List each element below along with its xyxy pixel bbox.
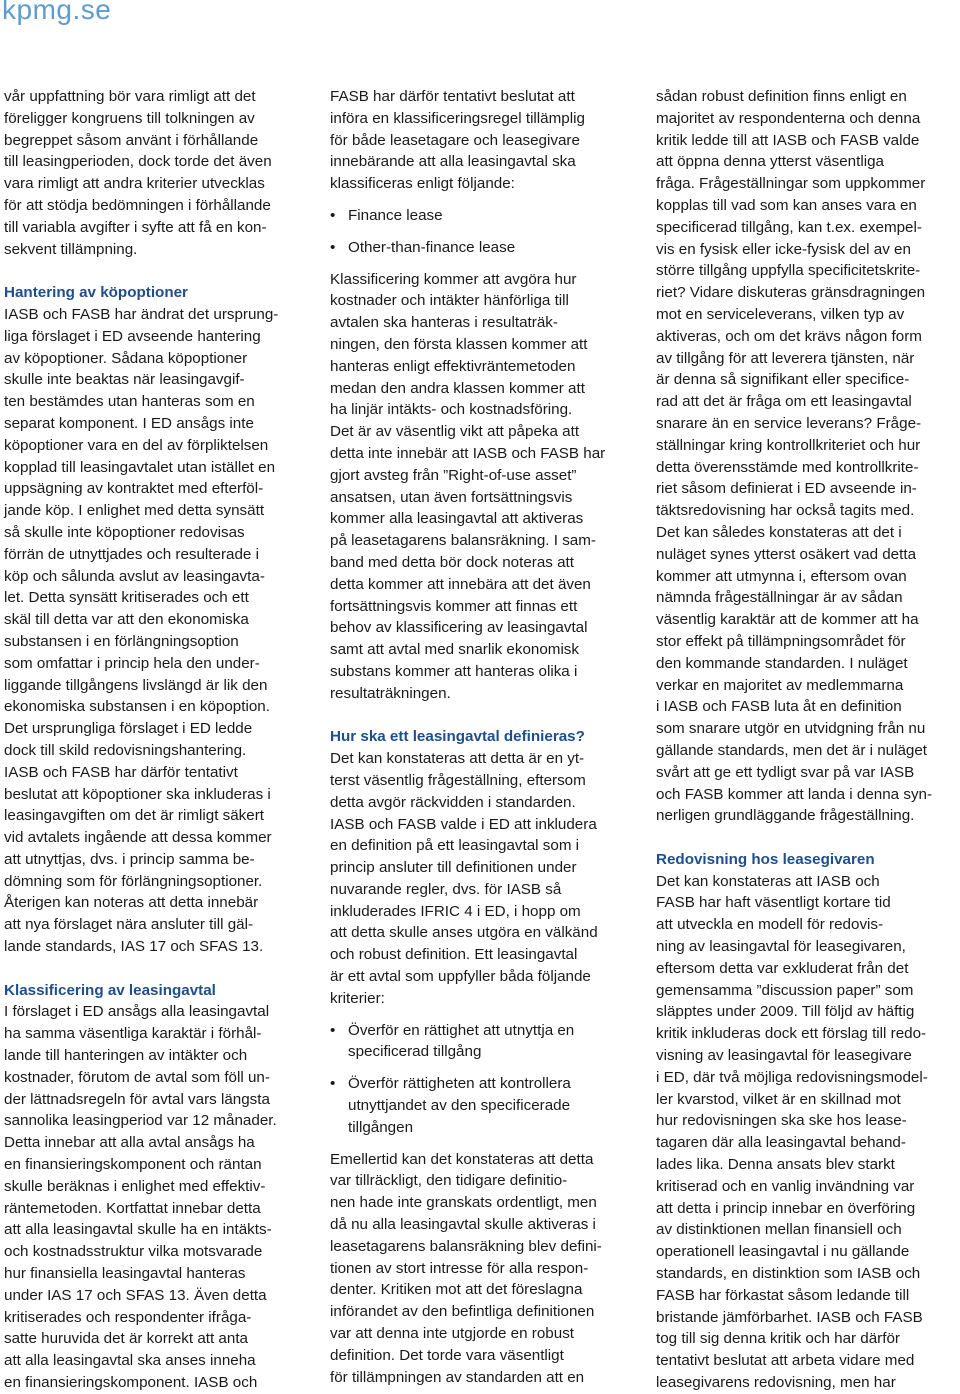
col1-paragraph-3 [4, 1001, 306, 1393]
text-line: FASB har haft väsentligt kortare tid [656, 894, 891, 912]
text-line: att detta i princip innebar en överföring [656, 1199, 916, 1217]
text-line: samt att avtal med snarlik ekonomisk [330, 641, 579, 659]
text-line: ler kvarstod, vilket är en skillnad mot [656, 1090, 901, 1108]
text-line: skulle beräknas i enlighet med effektiv- [4, 1177, 266, 1195]
text-line: nen hade inte granskats ordentligt, men [330, 1194, 597, 1212]
text-line: till variabla avgifter i syfte att få en kon- [4, 218, 267, 236]
text-line: för att stödja bedömningen i förhållande [4, 196, 271, 214]
text-line: let. Detta synsätt kritiserades och ett [4, 589, 249, 607]
text-line: vis en fysisk eller icke-fysisk del av en [656, 240, 911, 258]
col2-paragraph-3 [330, 748, 632, 1010]
criteria-list [330, 1020, 632, 1139]
text-line: bristande jämförbarhet. IASB och FASB [656, 1308, 923, 1326]
text-line: gällande standards, men det är i nuläget [656, 741, 928, 759]
text-line: sådan robust definition finns enligt en [656, 88, 907, 105]
text-line: sannolika leasingperiod var 12 månader. [4, 1112, 277, 1130]
text-line: avtalen ska hanteras i resultaträk- [330, 314, 558, 332]
text-line: princip ansluter till definitionen under [330, 859, 577, 877]
text-line: ning av leasingavtal för leasegivaren, [656, 938, 906, 956]
text-line: vid avtalets ingående att dessa kommer [4, 829, 272, 847]
text-line: ha samma väsentliga karaktär i förhål- [4, 1025, 262, 1043]
text-line: nuläget synes ytterst osäkert vad detta [656, 545, 917, 563]
text-line: IASB och FASB har därför tentativt [4, 763, 238, 781]
text-line: den kommande standarden. I nuläget [656, 654, 908, 672]
text-line: fortsättningsvis kommer att finnas ett [330, 597, 578, 615]
text-line: uppsägning av kontraktet med efterföl- [4, 480, 264, 498]
text-line: skäl till detta var att den ekonomiska [4, 611, 249, 629]
text-line: kritiserades och respondenter ifråga- [4, 1308, 252, 1326]
brand-logo: kpmg.se [2, 0, 112, 25]
text-line: innebärande att alla leasingavtal ska [330, 153, 576, 171]
text-line: separat komponent. I ED ansågs inte [4, 414, 254, 432]
text-line: nuvarande regler, dvs. för IASB så [330, 880, 562, 898]
text-line: svårt att ge ett tydligt svar på var IASB [656, 763, 915, 781]
text-line: en definition på ett leasingavtal som i [330, 837, 580, 855]
text-line: mot en serviceleverans, vilken typ av [656, 305, 905, 323]
text-line: hanteras enligt effektivräntemetoden [330, 357, 576, 375]
text-line: ten bestämdes utan hanteras som en [4, 393, 255, 411]
col2-paragraph-1 [330, 86, 632, 195]
text-line: visning av leasingavtal för leasegivare [656, 1047, 912, 1065]
text-line: kommer att utmynna i, eftersom ovan [656, 567, 907, 585]
text-line: som snarare utgör en utvidgning från nu [656, 720, 926, 738]
text-line: att utveckla en modell för redovis- [656, 916, 884, 934]
text-line: liga förslaget i ED avseende hantering [4, 327, 261, 345]
text-line: en finansieringskomponent och räntan [4, 1156, 262, 1174]
text-line: ningen, den första klassen kommer att [330, 335, 588, 353]
text-line: på leasetagarens balansräkning. I sam- [330, 532, 596, 550]
text-line: Återigen kan noteras att detta innebär [4, 894, 259, 912]
text-line: för tillämpningen av standarden att en [330, 1368, 585, 1386]
text-line: dock till skild redovisningshantering. [4, 741, 247, 759]
text-line: substansen i en förlängningsoption [4, 632, 239, 650]
text-line: dömning som för förlängningsoptioner. [4, 872, 263, 890]
text-line: att detta skulle anses utgöra en välkänd [330, 924, 598, 942]
text-line: räntemetoden. Kortfattat innebar detta [4, 1199, 261, 1217]
text-line: kommer alla leasingavtal att aktiveras [330, 510, 584, 528]
text-line: ekonomiska substansen i en köpoption. [4, 698, 270, 716]
text-line: utnyttjandet av den specificerade [348, 1097, 571, 1115]
text-line: Klassificering kommer att avgöra hur [330, 270, 577, 288]
heading-kopoptioner: Hantering av köpoptioner [4, 284, 188, 302]
text-line: lande standards, IAS 17 och SFAS 13. [4, 938, 264, 956]
text-line: terst väsentlig frågeställning, eftersom [330, 771, 586, 789]
text-line: var tillräckligt, den tidigare definitio- [330, 1172, 568, 1190]
text-line: av köpoptioner. Sådana köpoptioner [4, 349, 248, 367]
text-line: i IASB och FASB luta åt en definition [656, 698, 902, 716]
text-line: föreligger kongruens till tolkningen av [4, 109, 255, 127]
text-line: att nya förslaget nära ansluter till gäl- [4, 916, 254, 934]
text-line: detta kommer att innebära att det även [330, 575, 591, 593]
text-line: kritik ledde till att IASB och FASB valde [656, 131, 920, 149]
text-line: rad att det är fråga om ett leasingavtal [656, 393, 912, 411]
text-line: för både leasetagare och leasegivare [330, 131, 580, 149]
text-line: väsentlig karaktär att de kommer att ha [656, 611, 919, 629]
text-line: i ED, där två möjliga redovisningsmodel- [656, 1068, 928, 1086]
text-line: större tillgång uppfylla specificitetskrite- [656, 262, 921, 280]
text-line: jande köp. I enlighet med detta synsätt [4, 502, 265, 520]
text-line: kriterier: [330, 989, 385, 1007]
text-line: riet? Vidare diskuteras gränsdragningen [656, 284, 926, 302]
text-line: hur redovisningen ska ske hos lease- [656, 1112, 907, 1130]
text-line: IASB och FASB har ändrat det ursprung- [4, 305, 279, 323]
text-line: nämnda frågeställningar är av sådan [656, 589, 903, 607]
text-line: är denna så signifikant eller specifice- [656, 371, 910, 389]
bullet-other-than-finance-lease: • Other-than-finance lease [330, 237, 632, 259]
text-line: specificerad tillgång, kan t.ex. exempel- [656, 218, 922, 236]
text-line: Emellertid kan det konstateras att detta [330, 1150, 594, 1168]
text-line: lades lika. Denna ansats blev starkt [656, 1156, 895, 1174]
text-line: leasingavgiften om det är rimligt säkert [4, 807, 264, 825]
text-line: detta avgör räckvidden i standarden. [330, 793, 576, 811]
text-line: kritik inkluderas dock ett förslag till redo- [656, 1025, 927, 1043]
col1-paragraph-1 [4, 86, 306, 260]
text-line: satte huruvida det är korrekt att anta [4, 1330, 248, 1348]
lease-class-list [330, 205, 632, 259]
text-line: klassificeras enligt följande: [330, 175, 515, 193]
text-line: att utnyttjas, dvs. i princip samma be- [4, 850, 255, 868]
text-line: • Överför en rättighet att utnyttja en [348, 1021, 575, 1039]
text-line: eftersom detta var exkluderat från det [656, 959, 909, 977]
text-line: ställningar kring kontrollkriteriet och hur [656, 436, 921, 454]
text-line: leasetagarens balansräkning blev defini- [330, 1237, 602, 1255]
text-line: tog till sig denna kritik och har därför [656, 1330, 900, 1348]
text-line: definition. Det torde vara väsentligt [330, 1346, 564, 1364]
text-line: standards, en distinktion som IASB och [656, 1265, 921, 1283]
text-line: FASB har därför tentativt beslutat att [330, 88, 575, 105]
text-line: av distinktionen mellan finansiell och [656, 1221, 902, 1239]
text-line: • Överför rättigheten att kontrollera [348, 1075, 571, 1093]
text-line: att alla leasingavtal skulle ha en intäkts- [4, 1221, 272, 1239]
text-line: substans kommer att hanteras olika i [330, 662, 578, 680]
text-line: inkluderades IFRIC 4 i ED, i hopp om [330, 902, 581, 920]
text-line: detta överensstämde med kontrollkrite- [656, 458, 919, 476]
text-line: tionen av stort intresse för alla respon- [330, 1259, 589, 1277]
text-line: denter. Kritiken mot att det föreslagna [330, 1281, 583, 1299]
text-line: aktiveras, och om det krävs någon form [656, 327, 922, 345]
column-2 [330, 86, 632, 1388]
text-line: ha linjär intäkts- och kostnadsföring. [330, 401, 573, 419]
text-line: IASB och FASB valde i ED att inkludera [330, 815, 597, 833]
col2-paragraph-4 [330, 1149, 632, 1389]
text-line: vara rimligt att andra kriterier utvecklas [4, 175, 265, 193]
text-line: liggande tillgångens livslängd är lik den [4, 676, 268, 694]
text-line: gemensamma ”discussion paper” som [656, 981, 914, 999]
text-line: kritiserad och en vanlig invändning var [656, 1177, 915, 1195]
text-line: detta inte innebär att IASB och FASB har [330, 444, 606, 462]
text-line: Det kan således konstateras att det i [656, 523, 902, 541]
text-line: Det ursprungliga förslaget i ED ledde [4, 720, 253, 738]
heading-definition: Hur ska ett leasingavtal definieras? [330, 728, 585, 746]
text-line: kopplas till vad som kan anses vara en [656, 196, 917, 214]
text-line: nerligen grundläggande frågeställning. [656, 807, 915, 825]
text-line: medan den andra klassen kommer att [330, 379, 585, 397]
text-line: Det kan konstateras att IASB och [656, 872, 880, 890]
criterion-2 [330, 1073, 632, 1138]
text-line: införa en klassificeringsregel tillämplig [330, 109, 585, 127]
text-line: ansatsen, utan även fortsättningsvis [330, 488, 573, 506]
text-line: var att denna inte utgjorde en robust [330, 1325, 575, 1343]
text-line: tagaren där alla leasingavtal behand- [656, 1134, 906, 1152]
text-line: resultaträkningen. [330, 684, 451, 702]
text-line: verkar en majoritet av medlemmarna [656, 676, 904, 694]
text-line: fråga. Frågeställningar som uppkommer [656, 175, 926, 193]
criterion-1 [330, 1020, 632, 1064]
col3-paragraph-1 [656, 86, 958, 827]
text-line: och robust definition. Ett leasingavtal [330, 946, 578, 964]
text-line: förrän de utnyttjades och resulterade i [4, 545, 259, 563]
bullet-finance-lease: • Finance lease [330, 205, 632, 227]
text-line: införandet av den befintliga definitionen [330, 1303, 595, 1321]
text-line: kostnader, förutom de avtal som föll un- [4, 1068, 270, 1086]
text-line: snarare än en service leverans? Fråge- [656, 414, 922, 432]
text-line: hur finansiella leasingavtal hanteras [4, 1265, 246, 1283]
text-line: täktsredovisning har också tagits med. [656, 502, 915, 520]
text-line: operationell leasingavtal i nu gällande [656, 1243, 910, 1261]
heading-leasegivaren: Redovisning hos leasegivaren [656, 850, 875, 868]
column-3 [656, 86, 958, 1394]
text-line: riet såsom definierat i ED avseende in- [656, 480, 917, 498]
text-line: kostnader och intäkter hänförliga till [330, 292, 569, 310]
text-line: av tillgång för att leverera tjänsten, när [656, 349, 915, 367]
text-line: till leasingperioden, dock torde det även [4, 153, 272, 171]
text-line: behov av klassificering av leasingavtal [330, 619, 588, 637]
text-line: då nu alla leasingavtal skulle aktiveras i [330, 1216, 596, 1234]
text-line: majoritet av respondenterna och denna [656, 109, 921, 127]
text-line: sekvent tillämpning. [4, 240, 138, 258]
text-line: beslutat att köpoptioner ska inkluderas i [4, 785, 271, 803]
col3-paragraph-2 [656, 871, 958, 1394]
text-line: och FASB kommer att landa i denna syn- [656, 785, 933, 803]
text-line: tillgången [348, 1118, 414, 1136]
text-line: der lättnadsregeln för avtal vars längsta [4, 1090, 270, 1108]
text-line: FASB har förkastat såsom ledande till [656, 1286, 910, 1304]
text-line: under IAS 17 och SFAS 13. Även detta [4, 1286, 267, 1304]
text-line: en finansieringskomponent. IASB och [4, 1374, 258, 1392]
text-line: band med detta bör dock noteras att [330, 553, 575, 571]
text-line: skulle inte beaktas när leasingavgif- [4, 371, 245, 389]
text-line: stor effekt på tillämpningsområdet för [656, 632, 906, 650]
text-line: kopplad till leasingavtalet utan istället en [4, 458, 276, 476]
text-line: begreppet såsom använt i förhållande [4, 131, 259, 149]
col2-paragraph-2 [330, 269, 632, 705]
text-line: Det är av väsentlig vikt att påpeka att [330, 423, 580, 441]
text-line: tentativt beslutat att arbeta vidare med [656, 1352, 915, 1370]
text-line: I förslaget i ED ansågs alla leasingavtal [4, 1003, 270, 1021]
text-line: så skulle inte köpoptioner redovisas [4, 523, 245, 541]
text-line: vår uppfattning bör vara rimligt att det [4, 88, 256, 105]
text-line: att öppna denna ytterst väsentliga [656, 153, 884, 171]
text-line: specificerad tillgång [348, 1043, 482, 1061]
column-1 [4, 86, 306, 1394]
text-line: köpoptioner vara en del av förpliktelsen [4, 436, 269, 454]
text-line: gjort avsteg från ”Right-of-use asset” [330, 466, 577, 484]
text-line: Det kan konstateras att detta är en yt- [330, 750, 585, 768]
text-line: släpptes under 2009. Till följd av häftig [656, 1003, 915, 1021]
text-line: köp och sålunda avslut av leasingavta- [4, 567, 265, 585]
text-line: lande till hanteringen av intäkter och [4, 1047, 248, 1065]
text-line: och kostnadsstruktur vilka motsvarade [4, 1243, 263, 1261]
heading-klassificering: Klassificering av leasingavtal [4, 981, 216, 999]
text-line: Detta innebar att alla avtal ansågs ha [4, 1134, 255, 1152]
text-line: leasegivarens redovisning, men har [656, 1374, 896, 1392]
col1-paragraph-2 [4, 304, 306, 958]
text-line: att alla leasingavtal ska anses inneha [4, 1352, 256, 1370]
text-line: är ett avtal som uppfyller båda följande [330, 968, 591, 986]
text-line: som omfattar i princip hela den under- [4, 654, 260, 672]
